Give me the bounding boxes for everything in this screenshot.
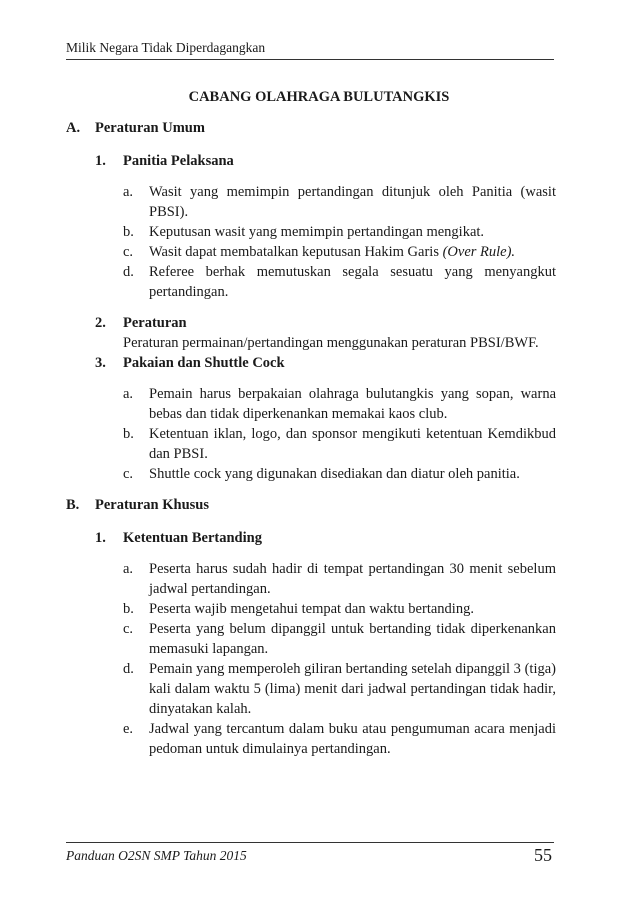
list-item: [66, 384, 556, 424]
section-title: Peraturan Umum: [95, 120, 205, 136]
item-text: Referee berhak memutuskan segala sesuatu yang menyangkut pertandingan.: [149, 264, 556, 300]
header-text: Milik Negara Tidak Diperdagangkan: [66, 40, 266, 55]
item-text: Peserta yang belum dipanggil untuk bertanding tidak diperkenankan memasuki lapangan.: [149, 621, 556, 657]
item-emphasis: (Over Rule).: [442, 244, 516, 260]
list-item: [66, 262, 556, 302]
document-body: [66, 118, 556, 759]
section-a-heading: [66, 118, 556, 138]
document-title: CABANG OLAHRAGA BULUTANGKIS: [188, 89, 450, 105]
section-title: Peraturan Khusus: [95, 497, 210, 513]
subsection-a2-paragraph: Peraturan permainan/pertandingan menggunakan peraturan PBSI/BWF.: [123, 335, 539, 351]
item-text: Ketentuan iklan, logo, dan sponsor mengikuti ketentuan Kemdikbud dan PBSI.: [149, 426, 556, 462]
section-marker: B.: [66, 497, 80, 513]
subsection-marker: 3.: [95, 355, 106, 371]
subsection-a1-heading: [66, 151, 556, 171]
section-marker: A.: [66, 120, 81, 136]
subsection-b1-heading: [66, 528, 556, 548]
subsection-a3-heading: [66, 353, 556, 373]
section-b-heading: [66, 495, 556, 515]
item-text: Wasit dapat membatalkan keputusan Hakim Garis: [149, 244, 439, 260]
subsection-a3-list: [66, 384, 556, 484]
page-footer: [66, 842, 554, 865]
subsection-a2-heading: [66, 313, 556, 333]
item-marker: e.: [123, 721, 134, 737]
item-marker: b.: [123, 601, 134, 617]
list-item: [66, 242, 556, 262]
page-header: [66, 40, 554, 60]
subsection-marker: 1.: [95, 530, 106, 546]
item-text: Wasit yang memimpin pertandingan ditunjuk oleh Panitia (wasit PBSI).: [149, 184, 556, 220]
item-text: Shuttle cock yang digunakan disediakan dan diatur oleh panitia.: [149, 466, 520, 482]
item-marker: a.: [123, 561, 134, 577]
list-item: [66, 424, 556, 464]
item-text: Jadwal yang tercantum dalam buku atau pengumuman acara menjadi pedoman untuk dimulainya pertandingan.: [149, 721, 556, 757]
subsection-marker: 2.: [95, 315, 106, 331]
item-marker: c.: [123, 244, 134, 260]
subsection-b1-list: [66, 559, 556, 759]
item-marker: b.: [123, 426, 134, 442]
subsection-marker: 1.: [95, 153, 106, 169]
item-marker: a.: [123, 184, 134, 200]
item-marker: a.: [123, 386, 134, 402]
subsection-title: Ketentuan Bertanding: [123, 530, 262, 546]
subsection-title: Pakaian dan Shuttle Cock: [123, 355, 285, 371]
item-marker: b.: [123, 224, 134, 240]
item-marker: c.: [123, 466, 134, 482]
item-text: Peserta harus sudah hadir di tempat pertandingan 30 menit sebelum jadwal pertandingan.: [149, 561, 556, 597]
list-item: [66, 464, 556, 484]
list-item: [66, 222, 556, 242]
list-item: [66, 182, 556, 222]
page-number: 55: [534, 845, 552, 865]
list-item: [66, 559, 556, 599]
item-text: Pemain yang memperoleh giliran bertanding setelah dipanggil 3 (tiga) kali dalam waktu 5 (lima) menit dari jadwal pertandingan tidak hadir, dinyatakan kalah.: [149, 661, 556, 717]
item-text: Peserta wajib mengetahui tempat dan waktu bertanding.: [149, 601, 474, 617]
item-text: Pemain harus berpakaian olahraga bulutangkis yang sopan, warna bebas dan tidak diperkenankan memakai kaos club.: [149, 386, 556, 422]
item-marker: c.: [123, 621, 134, 637]
subsection-title: Peraturan: [123, 315, 187, 331]
list-item: [66, 619, 556, 659]
list-item: [66, 659, 556, 719]
item-text: Keputusan wasit yang memimpin pertandingan mengikat.: [149, 224, 485, 240]
item-marker: d.: [123, 661, 134, 677]
list-item: [66, 599, 556, 619]
list-item: [66, 719, 556, 759]
footer-title: Panduan O2SN SMP Tahun 2015: [66, 848, 247, 863]
item-marker: d.: [123, 264, 134, 280]
subsection-title: Panitia Pelaksana: [123, 153, 234, 169]
subsection-a1-list: [66, 182, 556, 302]
